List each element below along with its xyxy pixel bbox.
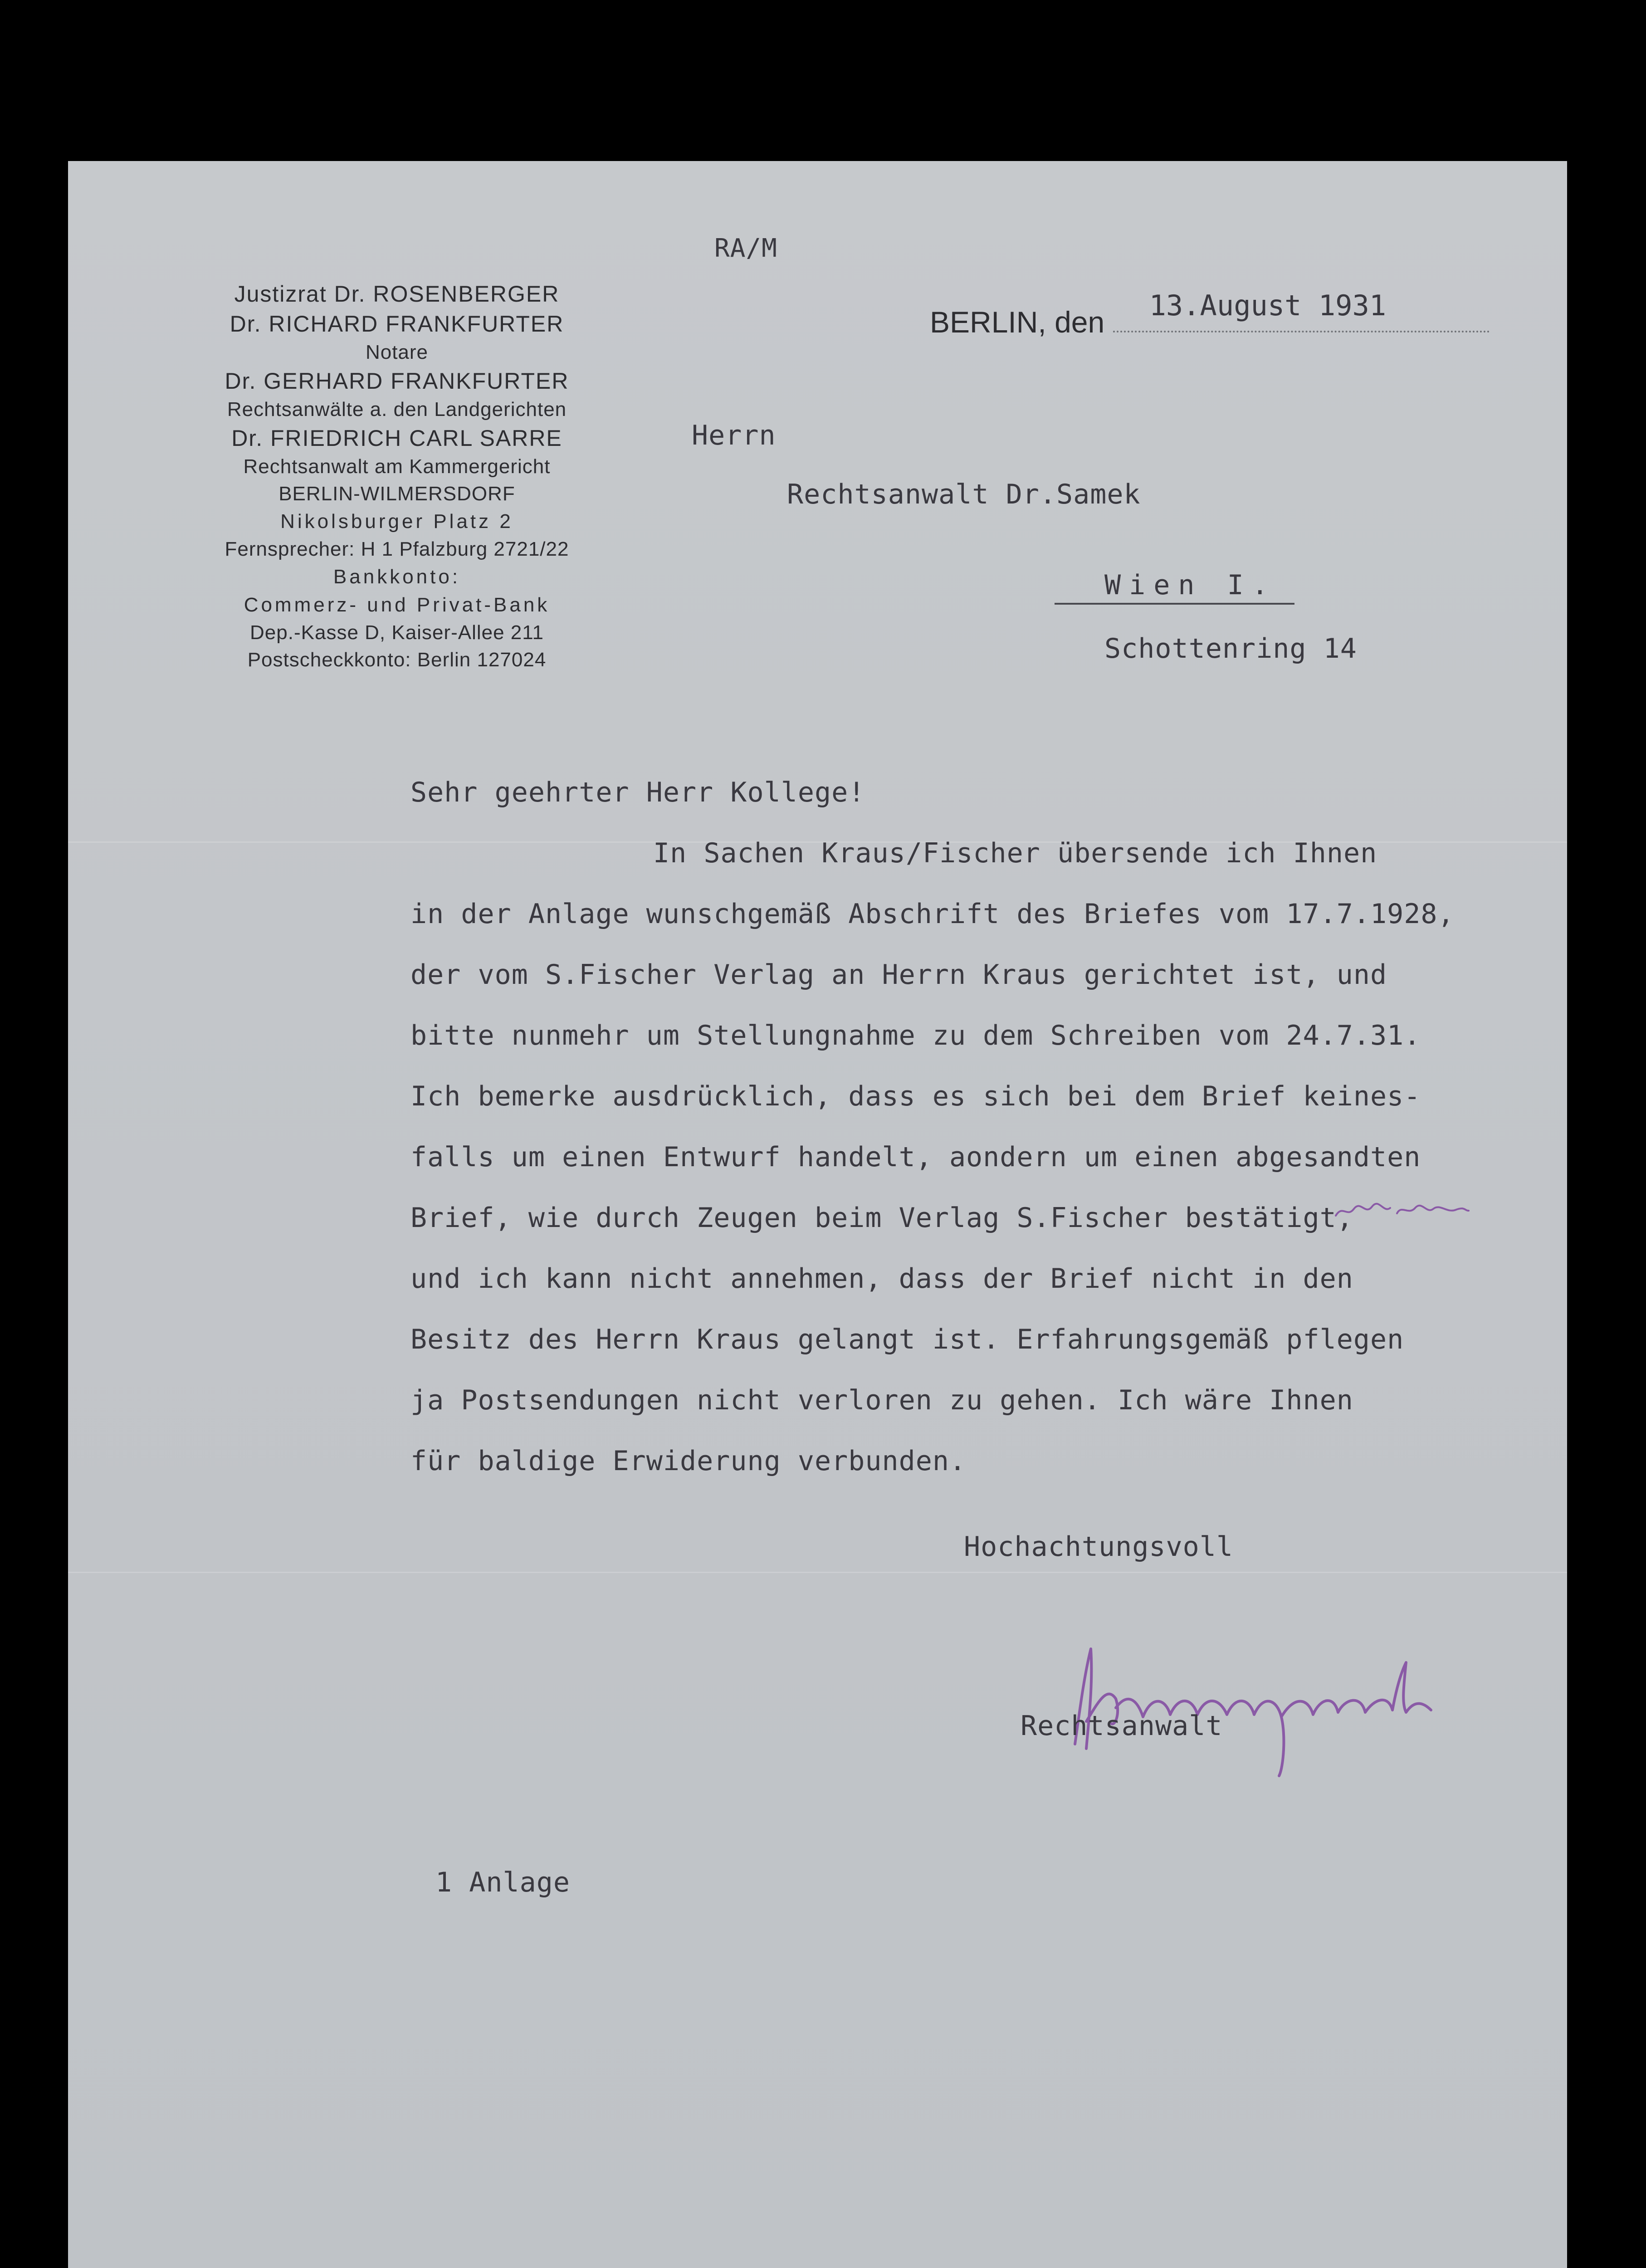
body-line: der vom S.Fischer Verlag an Herrn Kraus gerichtet ist, und — [410, 959, 1387, 991]
letterhead-line: Postscheckkonto: Berlin 127024 — [247, 649, 547, 671]
body-line: Ich bemerke ausdrücklich, dass es sich bei dem Brief keines- — [410, 1080, 1421, 1112]
letterhead-line: Dep.-Kasse D, Kaiser-Allee 211 — [250, 621, 544, 644]
letterhead-line: Rechtsanwalt am Kammergericht — [243, 455, 551, 478]
body-line: bitte nunmehr um Stellungnahme zu dem Schreiben vom 24.7.31. — [410, 1020, 1421, 1051]
letterhead-line: Notare — [365, 341, 429, 363]
letter-date: 13.August 1931 — [1149, 289, 1387, 322]
letter-body — [410, 762, 1455, 1491]
letterhead-line: Bankkonto: — [333, 566, 461, 588]
reference-mark: RA/M — [714, 234, 777, 263]
enclosure-note: 1 Anlage — [435, 1867, 570, 1898]
recipient-street: Schottenring 14 — [1104, 633, 1357, 665]
recipient-salutation: Herrn — [692, 420, 776, 451]
signer-title: Rechtsanwalt — [1021, 1710, 1223, 1742]
body-line: für baldige Erwiderung verbunden. — [410, 1445, 967, 1477]
date-field — [1113, 289, 1490, 332]
letterhead-line: Rechtsanwälte a. den Landgerichten — [227, 398, 567, 420]
place-date-line — [930, 289, 1490, 339]
recipient-name: Rechtsanwalt Dr.Samek — [787, 479, 1141, 510]
body-line: falls um einen Entwurf handelt, aondern um einen abgesandten — [410, 1141, 1421, 1173]
letterhead-line: Commerz- und Privat-Bank — [244, 594, 550, 616]
handwritten-margin-note — [1333, 1191, 1470, 1227]
letter-page — [68, 161, 1567, 2268]
greeting: Sehr geehrter Herr Kollege! — [410, 777, 865, 808]
letterhead — [152, 279, 642, 674]
body-line: in der Anlage wunschgemäß Abschrift des Briefes vom 17.7.1928, — [410, 898, 1455, 930]
paper-fold — [68, 1572, 1567, 1573]
body-line: In Sachen Kraus/Fischer übersende ich Ihnen — [653, 837, 1377, 869]
body-line: Brief, wie durch Zeugen beim Verlag S.Fischer bestätigt, — [410, 1202, 1353, 1234]
place-label: BERLIN, den — [930, 305, 1105, 339]
body-line: Besitz des Herrn Kraus gelangt ist. Erfahrungsgemäß pflegen — [410, 1324, 1404, 1355]
letterhead-line: Dr. FRIEDRICH CARL SARRE — [231, 425, 562, 451]
letterhead-line: Fernsprecher: H 1 Pfalzburg 2721/22 — [225, 538, 569, 560]
body-line: ja Postsendungen nicht verloren zu gehen. Ich wäre Ihnen — [410, 1384, 1353, 1416]
letterhead-line: Nikolsburger Platz 2 — [280, 510, 513, 533]
closing: Hochachtungsvoll — [964, 1531, 1233, 1563]
recipient-city: Wien I. — [1055, 569, 1294, 605]
letterhead-line: BERLIN-WILMERSDORF — [278, 483, 515, 505]
letterhead-line: Justizrat Dr. ROSENBERGER — [234, 281, 560, 307]
body-line: und ich kann nicht annehmen, dass der Brief nicht in den — [410, 1263, 1353, 1295]
signature — [1048, 1631, 1569, 1780]
letterhead-line: Dr. GERHARD FRANKFURTER — [225, 368, 569, 394]
letterhead-line: Dr. RICHARD FRANKFURTER — [230, 311, 564, 337]
